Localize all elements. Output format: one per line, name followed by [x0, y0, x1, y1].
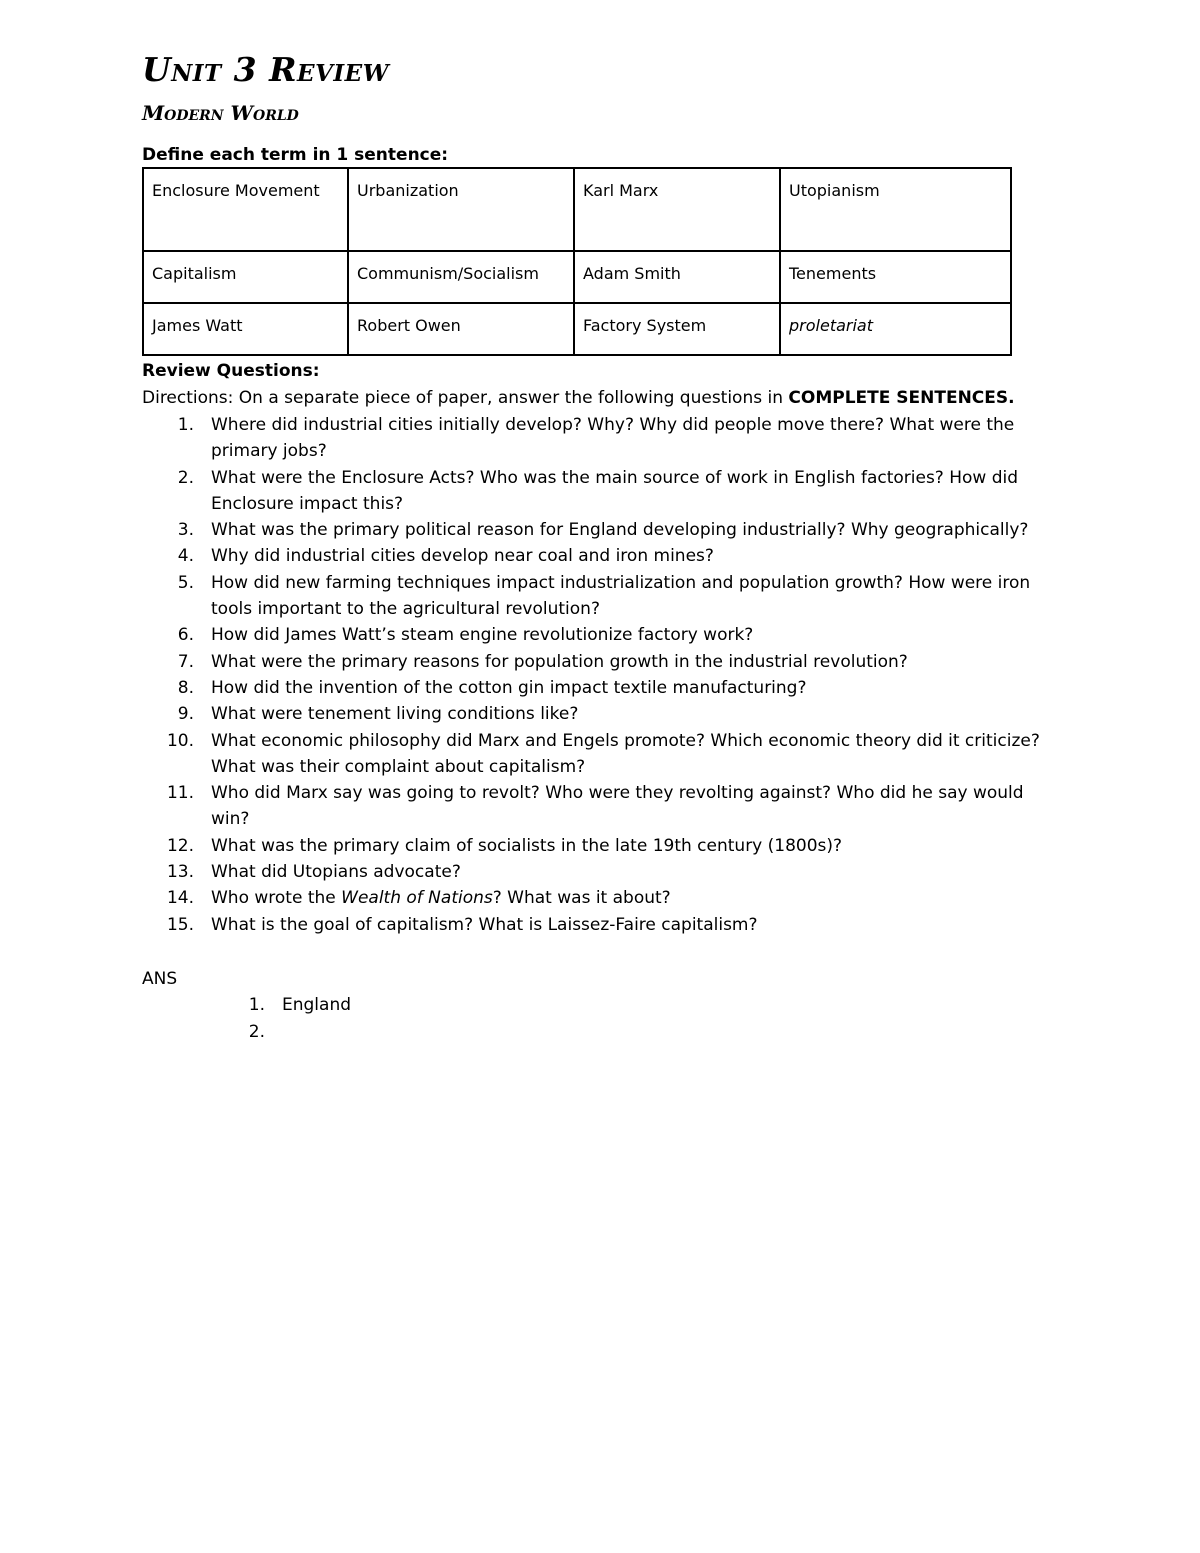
list-item: [142, 570, 1062, 623]
terms-table: [142, 167, 1012, 356]
question-number: 14.: [166, 888, 194, 909]
term-cell: proletariat: [780, 303, 1011, 355]
term-cell: Karl Marx: [574, 168, 780, 251]
question-number: 13.: [166, 862, 194, 883]
table-row: [143, 303, 1011, 355]
question-text: What were the Enclosure Acts? Who was the main source of work in English factories? How did Enclosure impact this?: [211, 467, 1019, 514]
question-number: 6.: [177, 625, 194, 646]
term-cell: Enclosure Movement: [143, 168, 348, 251]
book-title: Wealth of Nations: [341, 888, 493, 909]
list-item: [142, 517, 1062, 543]
answer-number: 2.: [248, 1022, 265, 1042]
question-text: Where did industrial cities initially develop? Why? Why did people move there? What were the primary jobs?: [211, 415, 1015, 462]
term-cell: Capitalism: [143, 251, 348, 303]
question-text: What did Utopians advocate?: [211, 862, 461, 883]
question-number: 15.: [166, 914, 194, 935]
term-cell: Utopianism: [780, 168, 1011, 251]
question-text: How did the invention of the cotton gin impact textile manufacturing?: [211, 677, 807, 698]
table-row: [143, 168, 1011, 251]
list-item: [142, 622, 1062, 648]
review-questions-list: [142, 412, 1062, 938]
directions-emphasis: COMPLETE SENTENCES.: [788, 388, 1015, 408]
list-item: [142, 701, 1062, 727]
question-number: 10.: [166, 730, 194, 751]
question-text-after: ? What was it about?: [492, 888, 671, 909]
list-item: [142, 833, 1062, 859]
question-text: What was the primary political reason for England developing industrially? Why geographically?: [211, 520, 1029, 541]
list-item: [142, 728, 1062, 781]
term-cell: James Watt: [143, 303, 348, 355]
list-item: [142, 780, 1062, 833]
question-number: 5.: [177, 572, 194, 593]
question-text: What economic philosophy did Marx and Engels promote? Which economic theory did it criticize? What was their complaint about capitalism?: [211, 730, 1040, 777]
question-text: Who did Marx say was going to revolt? Who were they revolting against? Who did he say would win?: [211, 783, 1024, 830]
question-text: What was the primary claim of socialists in the late 19th century (1800s)?: [211, 835, 843, 856]
page-title: Unit 3 Review: [142, 50, 390, 89]
question-text: How did new farming techniques impact industrialization and population growth? How were iron tools important to the agricultural revolution?: [211, 572, 1031, 620]
question-number: 8.: [177, 677, 194, 698]
term-cell: Urbanization: [348, 168, 574, 251]
review-questions-heading: Review Questions:: [142, 361, 320, 381]
question-number: 9.: [177, 704, 194, 725]
terms-instructions: Define each term in 1 sentence:: [142, 145, 449, 165]
directions-prefix: Directions: On a separate piece of paper, answer the following questions in: [142, 388, 789, 408]
term-cell: Robert Owen: [348, 303, 574, 355]
answer-text: England: [282, 995, 352, 1015]
term-cell: Tenements: [780, 251, 1011, 303]
question-text: What were tenement living conditions like?: [211, 704, 579, 725]
directions-text: [142, 386, 1015, 410]
table-row: [143, 251, 1011, 303]
question-number: 12.: [166, 835, 194, 856]
list-item: [142, 1019, 351, 1046]
question-text: How did James Watt’s steam engine revolutionize factory work?: [211, 625, 754, 646]
list-item: [142, 412, 1062, 465]
question-number: 4.: [177, 546, 194, 567]
question-text: What is the goal of capitalism? What is Laissez-Faire capitalism?: [211, 914, 758, 935]
term-cell: Communism/Socialism: [348, 251, 574, 303]
question-text: What were the primary reasons for population growth in the industrial revolution?: [211, 651, 908, 672]
list-item: [142, 859, 1062, 885]
question-text: Why did industrial cities develop near coal and iron mines?: [211, 546, 714, 567]
list-item: [142, 465, 1062, 518]
list-item: [142, 885, 1062, 911]
question-number: 1.: [177, 415, 194, 435]
list-item: [142, 912, 1062, 938]
answer-number: 1.: [248, 995, 265, 1015]
question-number: 3.: [177, 520, 194, 541]
answers-list: [142, 992, 351, 1046]
term-cell: Factory System: [574, 303, 780, 355]
question-number: 11.: [166, 783, 194, 804]
list-item: [142, 649, 1062, 675]
question-number: 7.: [177, 651, 194, 672]
question-text-before: Who wrote the: [211, 888, 342, 909]
question-number: 2.: [177, 467, 194, 488]
list-item: [142, 543, 1062, 569]
answers-label: ANS: [142, 969, 178, 989]
term-cell: Adam Smith: [574, 251, 780, 303]
list-item: [142, 992, 351, 1019]
page-subtitle: Modern World: [142, 101, 299, 125]
list-item: [142, 675, 1062, 701]
